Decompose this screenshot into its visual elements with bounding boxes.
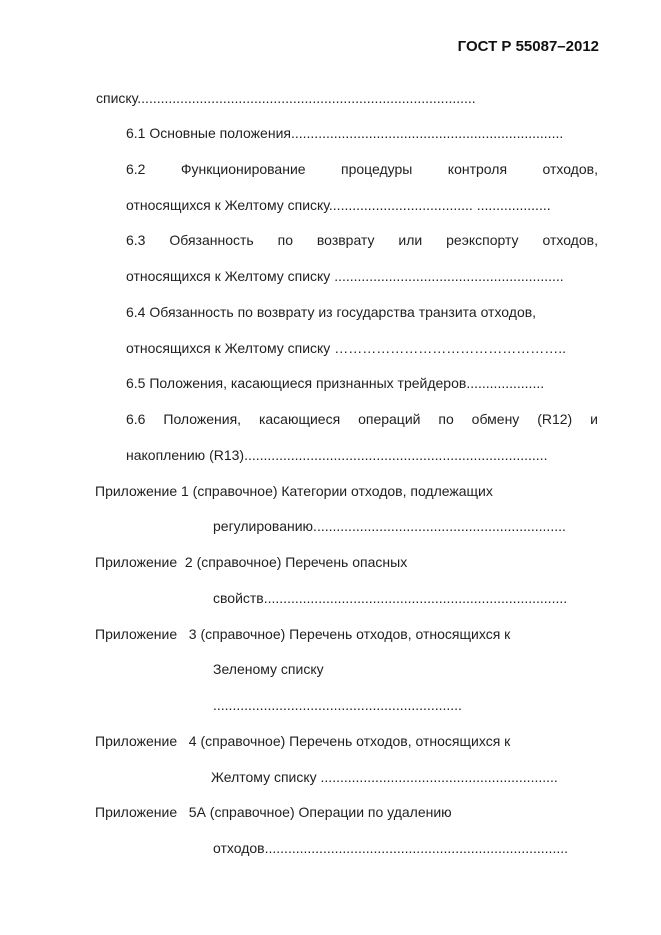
toc-line: регулированию................................................................. <box>213 518 566 534</box>
toc-line: отходов.............................................................................. <box>213 840 568 856</box>
document-code-header: ГОСТ Р 55087–2012 <box>457 38 599 55</box>
toc-word: касающиеся <box>258 411 341 427</box>
toc-line: свойств.............................................................................. <box>213 590 568 606</box>
toc-line: относящихся к Желтому списку..................................... ................... <box>126 197 551 213</box>
toc-entry-6-3 <box>126 231 598 249</box>
toc-entry-6-2 <box>126 160 598 178</box>
toc-word: реэкспорту <box>446 232 519 248</box>
toc-entry-6-6 <box>126 410 598 428</box>
toc-line: Зеленому списку <box>213 661 324 677</box>
toc-word: операций <box>358 411 421 427</box>
toc-word: Обязанность <box>169 232 254 248</box>
toc-word: возврату <box>316 232 375 248</box>
toc-entry-6-5: 6.5 Положения, касающиеся признанных трейдеров.................... <box>126 375 545 391</box>
toc-word: или <box>398 232 423 248</box>
toc-word: по <box>277 232 293 248</box>
toc-line: Желтому списку ............................................................. <box>211 769 558 785</box>
toc-line: относящихся к Желтому списку ………………………………………….. <box>126 340 566 356</box>
toc-entry-6-4: 6.4 Обязанность по возврату из государства транзита отходов, <box>126 304 537 320</box>
toc-entry-6-1: 6.1 Основные положения...................................................................... <box>126 125 564 141</box>
toc-appendix-2: Приложение 2 (справочное) Перечень опасных <box>95 554 408 570</box>
toc-word: 6.6 <box>126 411 146 427</box>
toc-word: отходов, <box>542 232 598 248</box>
toc-word: процедуры <box>341 161 413 177</box>
toc-word: обмену <box>471 411 520 427</box>
toc-word: Положения, <box>163 411 242 427</box>
toc-line: накоплению (R13).............................................................................. <box>126 447 548 463</box>
toc-word: Функционирование <box>180 161 306 177</box>
toc-word: по <box>438 411 454 427</box>
toc-word: и <box>590 411 598 427</box>
toc-line: относящихся к Желтому списку ........................................................... <box>126 268 564 284</box>
toc-appendix-4: Приложение 4 (справочное) Перечень отходов, относящихся к <box>95 733 511 749</box>
toc-appendix-5a: Приложение 5А (справочное) Операции по удалению <box>95 804 452 820</box>
toc-line: ................................................................ <box>213 697 462 713</box>
toc-word: (R12) <box>537 411 573 427</box>
toc-appendix-1: Приложение 1 (справочное) Категории отходов, подлежащих <box>95 483 493 499</box>
toc-word: 6.3 <box>126 232 146 248</box>
toc-appendix-3: Приложение 3 (справочное) Перечень отходов, относящихся к <box>95 626 511 642</box>
toc-word: контроля <box>447 161 508 177</box>
toc-word: 6.2 <box>126 161 146 177</box>
toc-line: списку....................................................................................... <box>96 90 476 106</box>
toc-word: отходов, <box>542 161 598 177</box>
